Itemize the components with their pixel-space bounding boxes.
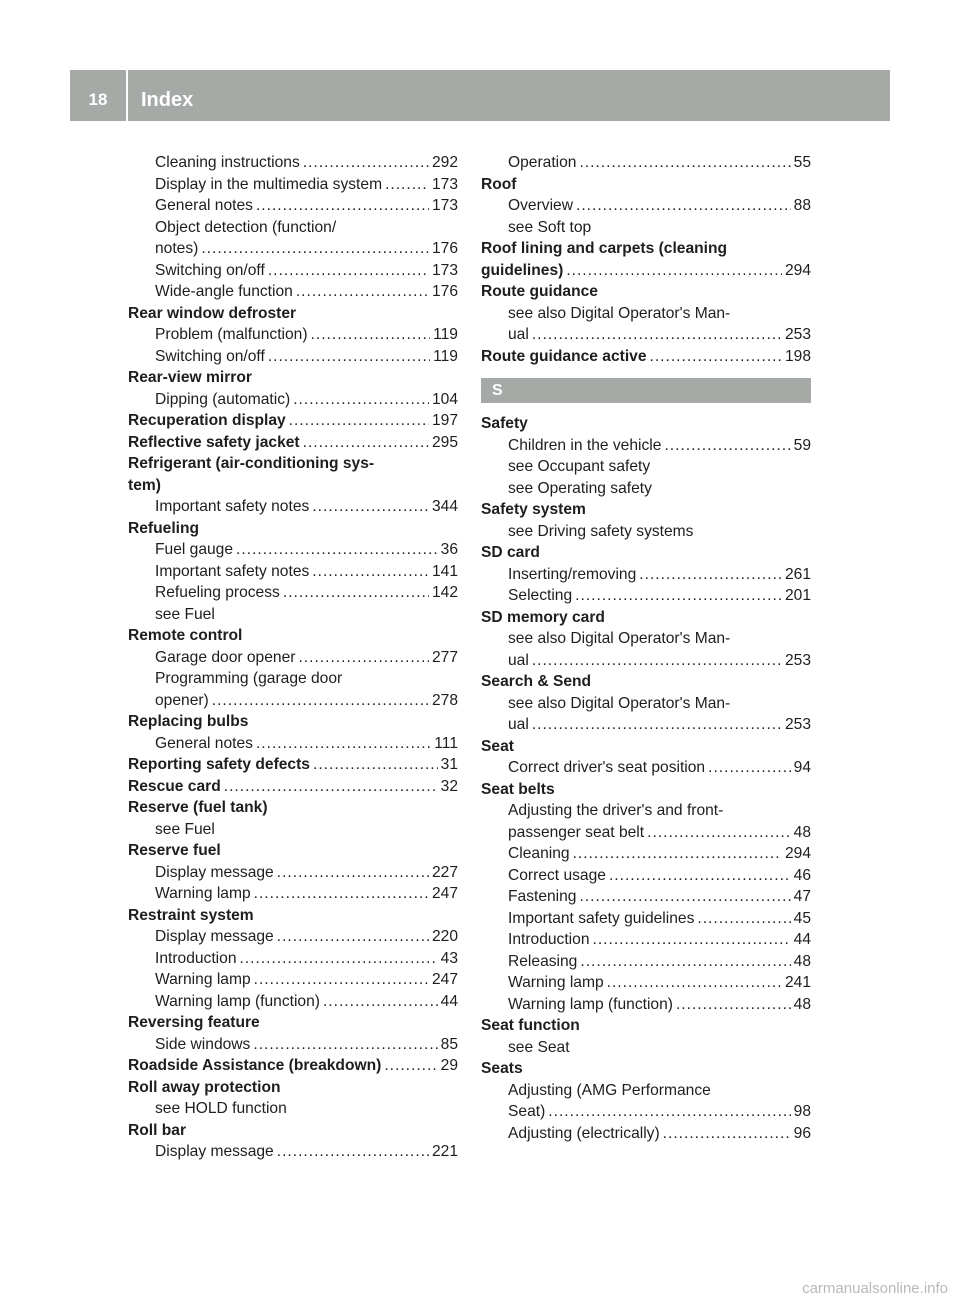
index-entry (481, 542, 811, 564)
entry-text: see Fuel (155, 820, 215, 838)
entry-text: Programming (garage door (155, 670, 343, 687)
page-reference: 201 (784, 587, 811, 604)
page-reference: 46 (793, 866, 811, 884)
dot-leader (708, 757, 791, 779)
index-subentry (481, 951, 811, 973)
entry-text: Reserve (fuel tank) (128, 799, 268, 816)
entry-text: Seat function (481, 1017, 580, 1034)
entry-text: see Seat (508, 1038, 570, 1056)
index-column-right (481, 152, 811, 1144)
entry-text: Roll bar (128, 1121, 187, 1139)
page-reference: 344 (431, 498, 458, 515)
entry-text: see Soft top (508, 218, 592, 236)
index-entry (128, 518, 458, 540)
letter-heading-s: S (481, 378, 811, 403)
dot-leader (593, 929, 791, 951)
page-reference: 294 (784, 845, 811, 862)
entry-text: Refueling process (155, 584, 280, 601)
entry-text: Rescue card (128, 777, 221, 795)
index-entry (128, 711, 458, 733)
dot-leader (650, 346, 782, 368)
page-reference: 142 (431, 584, 458, 601)
dot-leader (289, 410, 429, 432)
entry-text: Fastening (508, 888, 577, 905)
entry-text: Important safety guidelines (508, 909, 695, 927)
page-reference: 294 (784, 261, 811, 279)
dot-leader (311, 324, 431, 346)
page-reference: 278 (431, 691, 458, 709)
index-subentry (481, 152, 811, 174)
page-reference: 221 (431, 1143, 458, 1160)
entry-text: Releasing (508, 952, 578, 970)
dot-leader (254, 969, 429, 991)
entry-text: Object detection (function/ (155, 218, 337, 236)
index-subentry (481, 843, 811, 865)
index-column-left (128, 152, 458, 1163)
entry-text: Reporting safety defects (128, 756, 310, 773)
entry-text: Problem (malfunction) (155, 326, 308, 343)
entry-text: Inserting/removing (508, 565, 637, 583)
index-subentry (481, 1101, 811, 1123)
index-subentry (128, 819, 458, 841)
dot-leader (268, 260, 429, 282)
page-reference: 261 (784, 565, 811, 583)
entry-text: Reflective safety jacket (128, 433, 300, 451)
entry-text: Correct usage (508, 866, 606, 884)
dot-leader (277, 926, 429, 948)
page-reference: 119 (433, 347, 458, 365)
entry-text: Reserve fuel (128, 842, 221, 859)
index-entry (128, 840, 458, 862)
entry-text: Cleaning instructions (155, 154, 300, 171)
index-subentry (481, 693, 811, 715)
entry-text: Display message (155, 863, 274, 881)
index-subentry (481, 1037, 811, 1059)
dot-leader (579, 886, 790, 908)
index-subentry (128, 668, 458, 690)
index-subentry (481, 994, 811, 1016)
entry-text: Display in the multimedia system (155, 175, 383, 193)
entry-text: Adjusting the driver's and front- (508, 802, 724, 819)
dot-leader (253, 1034, 437, 1056)
page-reference: 247 (431, 971, 458, 988)
index-subentry (481, 564, 811, 586)
entry-text: Safety (481, 415, 528, 432)
entry-text: Search & Send (481, 673, 592, 690)
index-subentry (481, 456, 811, 478)
entry-text: Adjusting (AMG Performance (508, 1081, 711, 1099)
index-subentry (128, 238, 458, 260)
entry-text: Introduction (508, 931, 590, 948)
entry-text: Children in the vehicle (508, 436, 662, 454)
index-subentry (128, 969, 458, 991)
dot-leader (224, 776, 438, 798)
dot-leader (236, 539, 438, 561)
entry-text: Route guidance active (481, 347, 647, 365)
index-subentry (481, 217, 811, 239)
index-entry (128, 1077, 458, 1099)
entry-text: General notes (155, 197, 253, 214)
dot-leader (212, 690, 429, 712)
dot-leader (573, 843, 782, 865)
index-entry (128, 453, 458, 475)
index-subentry (128, 926, 458, 948)
header-divider (126, 70, 128, 121)
entry-text: see also Digital Operator's Man- (508, 694, 731, 712)
index-entry (481, 499, 811, 521)
page-reference: 173 (431, 197, 458, 214)
index-entry (128, 1055, 458, 1077)
dot-leader (532, 714, 782, 736)
entry-text: Seats (481, 1060, 523, 1077)
index-subentry (481, 324, 811, 346)
index-entry (128, 410, 458, 432)
dot-leader (298, 647, 429, 669)
dot-leader (697, 908, 790, 930)
page-reference: 48 (793, 952, 811, 970)
dot-leader (548, 1101, 790, 1123)
index-list-s-entries (481, 413, 811, 1144)
page-reference: 220 (431, 928, 458, 945)
index-subentry (481, 908, 811, 930)
index-entry (128, 797, 458, 819)
entry-text: Seat belts (481, 780, 555, 798)
entry-text: Remote control (128, 627, 243, 644)
dot-leader (201, 238, 429, 260)
dot-leader (664, 435, 790, 457)
entry-text: Refueling (128, 519, 200, 537)
index-entry (128, 1012, 458, 1034)
entry-text: Roadside Assistance (breakdown) (128, 1057, 382, 1074)
page-reference: 197 (431, 412, 458, 429)
entry-text: Switching on/off (155, 261, 265, 279)
index-subentry (128, 539, 458, 561)
index-subentry (481, 1123, 811, 1145)
dot-leader (240, 948, 438, 970)
index-entry (481, 346, 811, 368)
page-reference: 253 (784, 716, 811, 733)
entry-text: Switching on/off (155, 347, 265, 365)
index-entry (128, 432, 458, 454)
entry-text: Warning lamp (155, 885, 251, 902)
index-subentry (128, 582, 458, 604)
index-subentry (481, 628, 811, 650)
index-subentry (128, 948, 458, 970)
entry-text: see Driving safety systems (508, 522, 694, 540)
dot-leader (303, 432, 429, 454)
index-entry (481, 1015, 811, 1037)
entry-text: Recuperation display (128, 412, 286, 429)
dot-leader (575, 585, 782, 607)
entry-text: SD memory card (481, 608, 605, 626)
page-reference: 277 (431, 648, 458, 666)
index-entry (128, 367, 458, 389)
index-subentry (128, 260, 458, 282)
page-reference: 247 (431, 885, 458, 902)
index-subentry (481, 585, 811, 607)
page-reference: 295 (431, 433, 458, 451)
index-subentry (128, 195, 458, 217)
index-subentry (128, 733, 458, 755)
page-reference: 253 (784, 326, 811, 343)
page-reference: 59 (793, 436, 811, 454)
page-reference: 44 (440, 992, 458, 1010)
page-reference: 48 (793, 995, 811, 1013)
index-entry (481, 779, 811, 801)
entry-text: Wide-angle function (155, 283, 293, 300)
index-subentry (128, 346, 458, 368)
page-number: 18 (88, 90, 108, 109)
entry-text: ual (508, 326, 529, 343)
entry-text: see Operating safety (508, 479, 652, 497)
index-subentry (128, 1098, 458, 1120)
index-subentry (128, 152, 458, 174)
dot-leader (532, 650, 782, 672)
index-subentry (481, 195, 811, 217)
index-entry (481, 607, 811, 629)
entry-text: Roof (481, 175, 517, 193)
entry-text: Warning lamp (function) (155, 992, 320, 1010)
entry-text: ual (508, 651, 529, 669)
dot-leader (607, 972, 782, 994)
index-entry (481, 260, 811, 282)
page-reference: 227 (431, 863, 458, 881)
entry-text: Cleaning (508, 845, 570, 862)
index-entry (481, 413, 811, 435)
page-reference: 88 (793, 197, 811, 214)
index-entry (128, 905, 458, 927)
watermark: carmanualsonline.info (802, 1280, 948, 1297)
entry-text: Safety system (481, 501, 586, 518)
page-reference: 98 (793, 1103, 811, 1120)
entry-text: see Occupant safety (508, 458, 651, 475)
index-entry (128, 1120, 458, 1142)
page-reference: 173 (431, 175, 458, 193)
entry-text: Roof lining and carpets (cleaning (481, 240, 728, 257)
entry-text: Refrigerant (air-conditioning sys- (128, 455, 375, 472)
page-reference: 253 (784, 651, 811, 669)
index-subentry (128, 991, 458, 1013)
index-subentry (128, 883, 458, 905)
entry-text: Adjusting (electrically) (508, 1124, 660, 1142)
page-reference: 43 (440, 949, 458, 967)
dot-leader (296, 281, 429, 303)
entry-text: Important safety notes (155, 498, 310, 515)
entry-text: SD card (481, 544, 540, 561)
index-subentry (481, 1080, 811, 1102)
dot-leader (303, 152, 429, 174)
dot-leader (647, 822, 791, 844)
entry-text: Replacing bulbs (128, 713, 249, 730)
dot-leader (268, 346, 430, 368)
page-reference: 104 (431, 390, 458, 408)
entry-text: see Fuel (155, 605, 215, 623)
entry-text: see HOLD function (155, 1100, 287, 1117)
index-subentry (481, 800, 811, 822)
dot-leader (256, 733, 431, 755)
dot-leader (676, 994, 791, 1016)
index-subentry (128, 389, 458, 411)
page-reference: 55 (793, 154, 811, 171)
index-subentry (128, 324, 458, 346)
entry-text: guidelines) (481, 261, 564, 279)
dot-leader (256, 195, 429, 217)
entry-text: Rear-view mirror (128, 369, 252, 386)
entry-text: Fuel gauge (155, 541, 234, 558)
page-reference: 111 (434, 734, 458, 752)
section-title: Index (141, 89, 194, 111)
index-subentry (128, 174, 458, 196)
dot-leader (384, 1055, 437, 1077)
page-reference: 173 (431, 261, 458, 279)
entry-text: Operation (508, 154, 577, 171)
entry-text: Route guidance (481, 283, 598, 300)
page-reference: 176 (431, 283, 458, 300)
entry-text: Rear window defroster (128, 304, 297, 322)
entry-text: Display message (155, 928, 274, 945)
entry-text: Dipping (automatic) (155, 390, 291, 408)
page-reference: 94 (793, 759, 811, 776)
index-list-r-entries (481, 152, 811, 367)
index-subentry (128, 1034, 458, 1056)
page-reference: 36 (440, 541, 458, 558)
dot-leader (576, 195, 791, 217)
index-subentry (481, 886, 811, 908)
page-reference: 119 (433, 326, 458, 343)
index-subentry (128, 862, 458, 884)
entry-text: Reversing feature (128, 1014, 260, 1031)
dot-leader (313, 754, 438, 776)
dot-leader (609, 865, 791, 887)
dot-leader (580, 951, 790, 973)
dot-leader (566, 260, 782, 282)
page-reference: 44 (793, 931, 811, 948)
dot-leader (283, 582, 429, 604)
index-entry (481, 174, 811, 196)
entry-text: Roll away protection (128, 1078, 281, 1096)
index-subentry (481, 757, 811, 779)
entry-text: Garage door opener (155, 648, 296, 666)
page-reference: 176 (431, 240, 458, 257)
index-entry (128, 625, 458, 647)
entry-text: passenger seat belt (508, 823, 645, 841)
entry-text: Seat (481, 737, 514, 755)
index-entry (128, 475, 458, 497)
index-subentry (481, 435, 811, 457)
index-entry (481, 736, 811, 758)
index-subentry (128, 281, 458, 303)
entry-text: notes) (155, 240, 199, 257)
dot-leader (323, 991, 438, 1013)
index-subentry (128, 496, 458, 518)
entry-text: Warning lamp (function) (508, 995, 673, 1013)
index-subentry (128, 604, 458, 626)
entry-text: see also Digital Operator's Man- (508, 630, 731, 647)
entry-text: Overview (508, 197, 573, 214)
page-reference: 141 (431, 562, 458, 580)
dot-leader (312, 561, 429, 583)
index-entry (128, 303, 458, 325)
index-entry (481, 671, 811, 693)
index-entry (481, 281, 811, 303)
index-subentry (128, 1141, 458, 1163)
entry-text: opener) (155, 691, 209, 709)
entry-text: General notes (155, 734, 253, 752)
page-reference: 31 (440, 756, 458, 773)
index-subentry (481, 521, 811, 543)
dot-leader (277, 862, 429, 884)
index-entry (128, 754, 458, 776)
entry-text: Warning lamp (155, 971, 251, 988)
dot-leader (385, 174, 429, 196)
entry-text: Side windows (155, 1035, 251, 1053)
entry-text: Restraint system (128, 906, 254, 924)
entry-text: Selecting (508, 587, 573, 604)
index-subentry (481, 865, 811, 887)
entry-text: Introduction (155, 949, 237, 967)
entry-text: Seat) (508, 1103, 546, 1120)
index-subentry (481, 929, 811, 951)
page-reference: 96 (793, 1124, 811, 1142)
dot-leader (277, 1141, 429, 1163)
page-reference: 48 (793, 823, 811, 841)
index-subentry (481, 714, 811, 736)
index-subentry (128, 561, 458, 583)
dot-leader (532, 324, 782, 346)
index-entry (128, 776, 458, 798)
index-subentry (128, 690, 458, 712)
page-reference: 241 (784, 974, 811, 991)
entry-text: Correct driver's seat position (508, 759, 706, 776)
entry-text: tem) (128, 476, 161, 494)
index-subentry (481, 822, 811, 844)
entry-text: Display message (155, 1143, 274, 1160)
index-subentry (481, 303, 811, 325)
page-reference: 29 (440, 1057, 458, 1074)
dot-leader (639, 564, 782, 586)
page-reference: 85 (440, 1035, 458, 1053)
page-reference: 292 (431, 154, 458, 171)
index-entry (481, 1058, 811, 1080)
index-subentry (481, 478, 811, 500)
page-reference: 198 (784, 347, 811, 365)
index-subentry (481, 650, 811, 672)
index-subentry (128, 647, 458, 669)
dot-leader (663, 1123, 791, 1145)
dot-leader (579, 152, 790, 174)
entry-text: ual (508, 716, 529, 733)
entry-text: Warning lamp (508, 974, 604, 991)
dot-leader (293, 389, 429, 411)
index-entry (481, 238, 811, 260)
entry-text: see also Digital Operator's Man- (508, 304, 731, 322)
index-subentry (481, 972, 811, 994)
entry-text: Important safety notes (155, 562, 310, 580)
dot-leader (312, 496, 429, 518)
index-subentry (128, 217, 458, 239)
page-reference: 47 (793, 888, 811, 905)
dot-leader (254, 883, 429, 905)
page-reference: 32 (440, 777, 458, 795)
page-reference: 45 (793, 909, 811, 927)
